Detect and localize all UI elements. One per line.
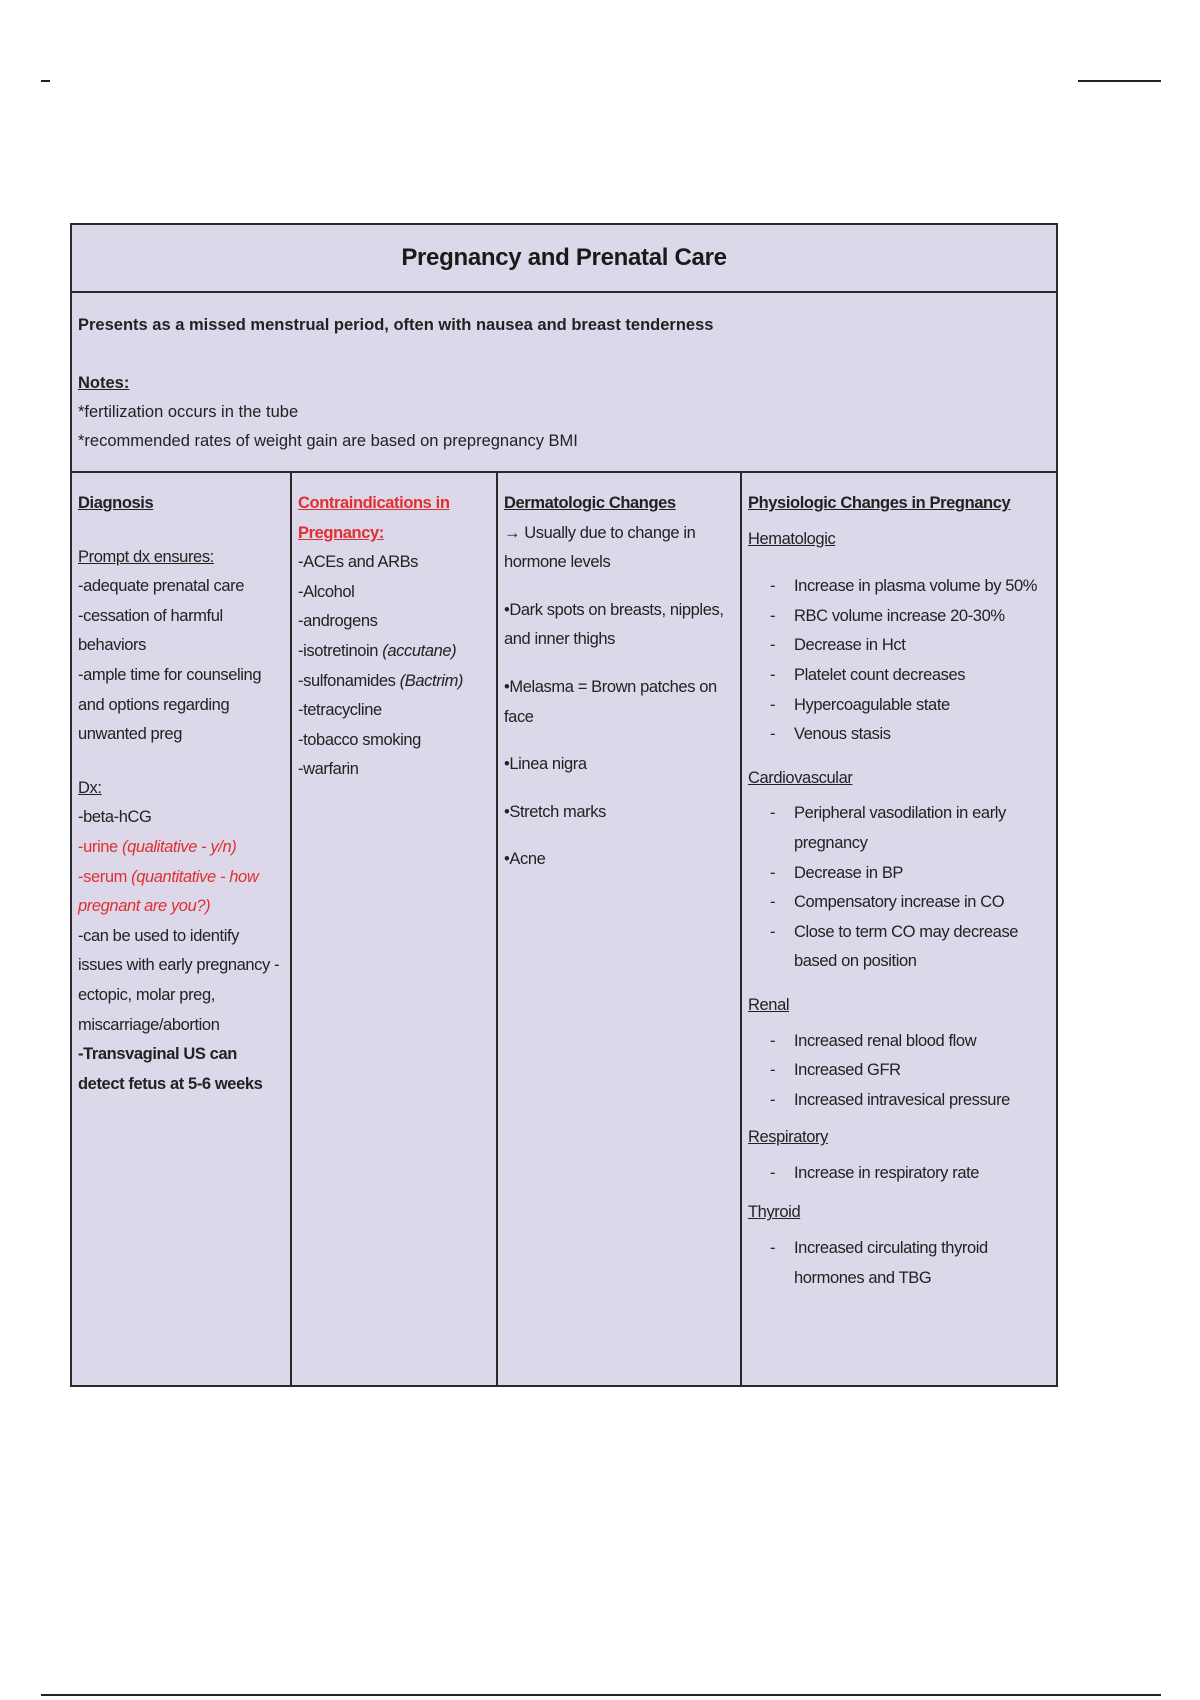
renal-item: - Increased renal blood flow <box>794 1027 1050 1057</box>
dermatologic-heading: Dermatologic Changes <box>504 494 676 512</box>
prompt-label: Prompt dx ensures: <box>78 547 214 566</box>
respiratory-label: Respiratory <box>748 1128 828 1147</box>
hematologic-item: - Platelet count decreases <box>794 661 1050 691</box>
contraindication-item <box>298 578 490 608</box>
hematologic-item: - Increase in plasma volume by 50% <box>794 572 1050 602</box>
respiratory-list <box>748 1159 1050 1189</box>
contraindication-text: -tetracycline <box>298 701 382 720</box>
thyroid-item: - Increased circulating thyroid hormones and TBG <box>794 1234 1050 1293</box>
dermatologic-item: •Dark spots on breasts, nipples, and inner thighs <box>504 600 724 649</box>
dermatologic-intro: → Usually due to change in hormone levels <box>504 523 696 572</box>
contraindication-note: (Bactrim) <box>399 671 464 690</box>
hematologic-item: - Hypercoagulable state <box>794 691 1050 721</box>
diagnosis-column <box>72 473 292 1385</box>
header-rule <box>1078 80 1161 82</box>
cardiovascular-list <box>748 799 1050 977</box>
dermatologic-item: •Melasma = Brown patches on face <box>504 677 717 726</box>
contraindication-item <box>298 637 490 667</box>
contraindication-item <box>298 548 490 578</box>
urine-note: (qualitative - y/n) <box>121 837 237 856</box>
renal-list <box>748 1027 1050 1116</box>
contraindication-text: -isotretinoin <box>298 641 383 660</box>
contraindications-heading: Contraindications in Pregnancy: <box>298 494 450 542</box>
renal-label: Renal <box>748 995 790 1014</box>
dermatologic-item: •Acne <box>504 850 546 869</box>
contraindications-list <box>298 548 490 785</box>
contraindication-item <box>298 726 490 756</box>
dx-urine <box>78 833 284 863</box>
cardiovascular-item: - Close to term CO may decrease based on position <box>794 918 1050 977</box>
dx-label: Dx: <box>78 778 102 797</box>
contraindication-text: -Alcohol <box>298 582 355 601</box>
contraindication-item <box>298 607 490 637</box>
contraindication-item <box>298 755 490 785</box>
urine-prefix: -urine <box>78 837 122 856</box>
cardiovascular-label: Cardiovascular <box>748 768 853 787</box>
contraindication-text: -sulfonamides <box>298 671 400 690</box>
note-item: *recommended rates of weight gain are based on prepregnancy BMI <box>78 432 578 450</box>
columns <box>72 473 1056 1385</box>
renal-item: - Increased intravesical pressure <box>794 1086 1050 1116</box>
renal-item: - Increased GFR <box>794 1056 1050 1086</box>
respiratory-item: - Increase in respiratory rate <box>794 1159 1050 1189</box>
serum-prefix: -serum <box>78 867 132 886</box>
page-title: Pregnancy and Prenatal Care <box>401 244 727 271</box>
physiologic-column <box>742 473 1056 1385</box>
dermatologic-column <box>498 473 742 1385</box>
contraindication-text: -tobacco smoking <box>298 730 421 749</box>
cardiovascular-item: - Decrease in BP <box>794 859 1050 889</box>
corner-dash <box>41 80 50 82</box>
hematologic-label: Hematologic <box>748 529 836 548</box>
summary-headline: Presents as a missed menstrual period, often with nausea and breast tenderness <box>78 316 714 334</box>
dx-item: -beta-hCG <box>78 808 152 827</box>
note-item: *fertilization occurs in the tube <box>78 403 299 421</box>
footer-rule <box>41 1694 1161 1696</box>
contraindication-text: -androgens <box>298 612 378 631</box>
dermatologic-item: •Linea nigra <box>504 755 587 774</box>
contraindication-item <box>298 696 490 726</box>
contraindication-item <box>298 667 490 697</box>
diagnosis-heading: Diagnosis <box>78 494 154 512</box>
hematologic-list <box>748 572 1050 750</box>
summary-section <box>72 293 1056 473</box>
hematologic-item: - RBC volume increase 20-30% <box>794 602 1050 632</box>
dx-ultrasound: -Transvaginal US can detect fetus at 5-6 weeks <box>78 1045 263 1093</box>
physiologic-heading: Physiologic Changes in Pregnancy <box>748 494 1011 512</box>
cardiovascular-item: - Compensatory increase in CO <box>794 888 1050 918</box>
cardiovascular-item: - Peripheral vasodilation in early pregnancy <box>794 799 1050 858</box>
thyroid-list <box>748 1234 1050 1293</box>
dx-serum <box>78 863 284 922</box>
serum-note: (quantitative - how pregnant are you?) <box>78 867 259 916</box>
contraindication-text: -warfarin <box>298 760 359 779</box>
prompt-item: -cessation of harmful behaviors <box>78 606 223 655</box>
hematologic-item: - Decrease in Hct <box>794 631 1050 661</box>
prompt-item: -ample time for counseling and options regarding unwanted preg <box>78 665 262 744</box>
prompt-item: -adequate prenatal care <box>78 577 245 596</box>
hematologic-item: - Venous stasis <box>794 720 1050 750</box>
contraindication-note: (accutane) <box>382 641 457 660</box>
notes-label: Notes: <box>78 374 130 392</box>
thyroid-label: Thyroid <box>748 1203 801 1222</box>
contraindications-column <box>292 473 498 1385</box>
study-sheet <box>70 223 1058 1387</box>
contraindication-text: -ACEs and ARBs <box>298 553 419 572</box>
dx-issues: -can be used to identify issues with early pregnancy - ectopic, molar preg, miscarriage/abortion <box>78 926 280 1034</box>
dermatologic-item: •Stretch marks <box>504 802 606 821</box>
title-row <box>72 225 1056 293</box>
